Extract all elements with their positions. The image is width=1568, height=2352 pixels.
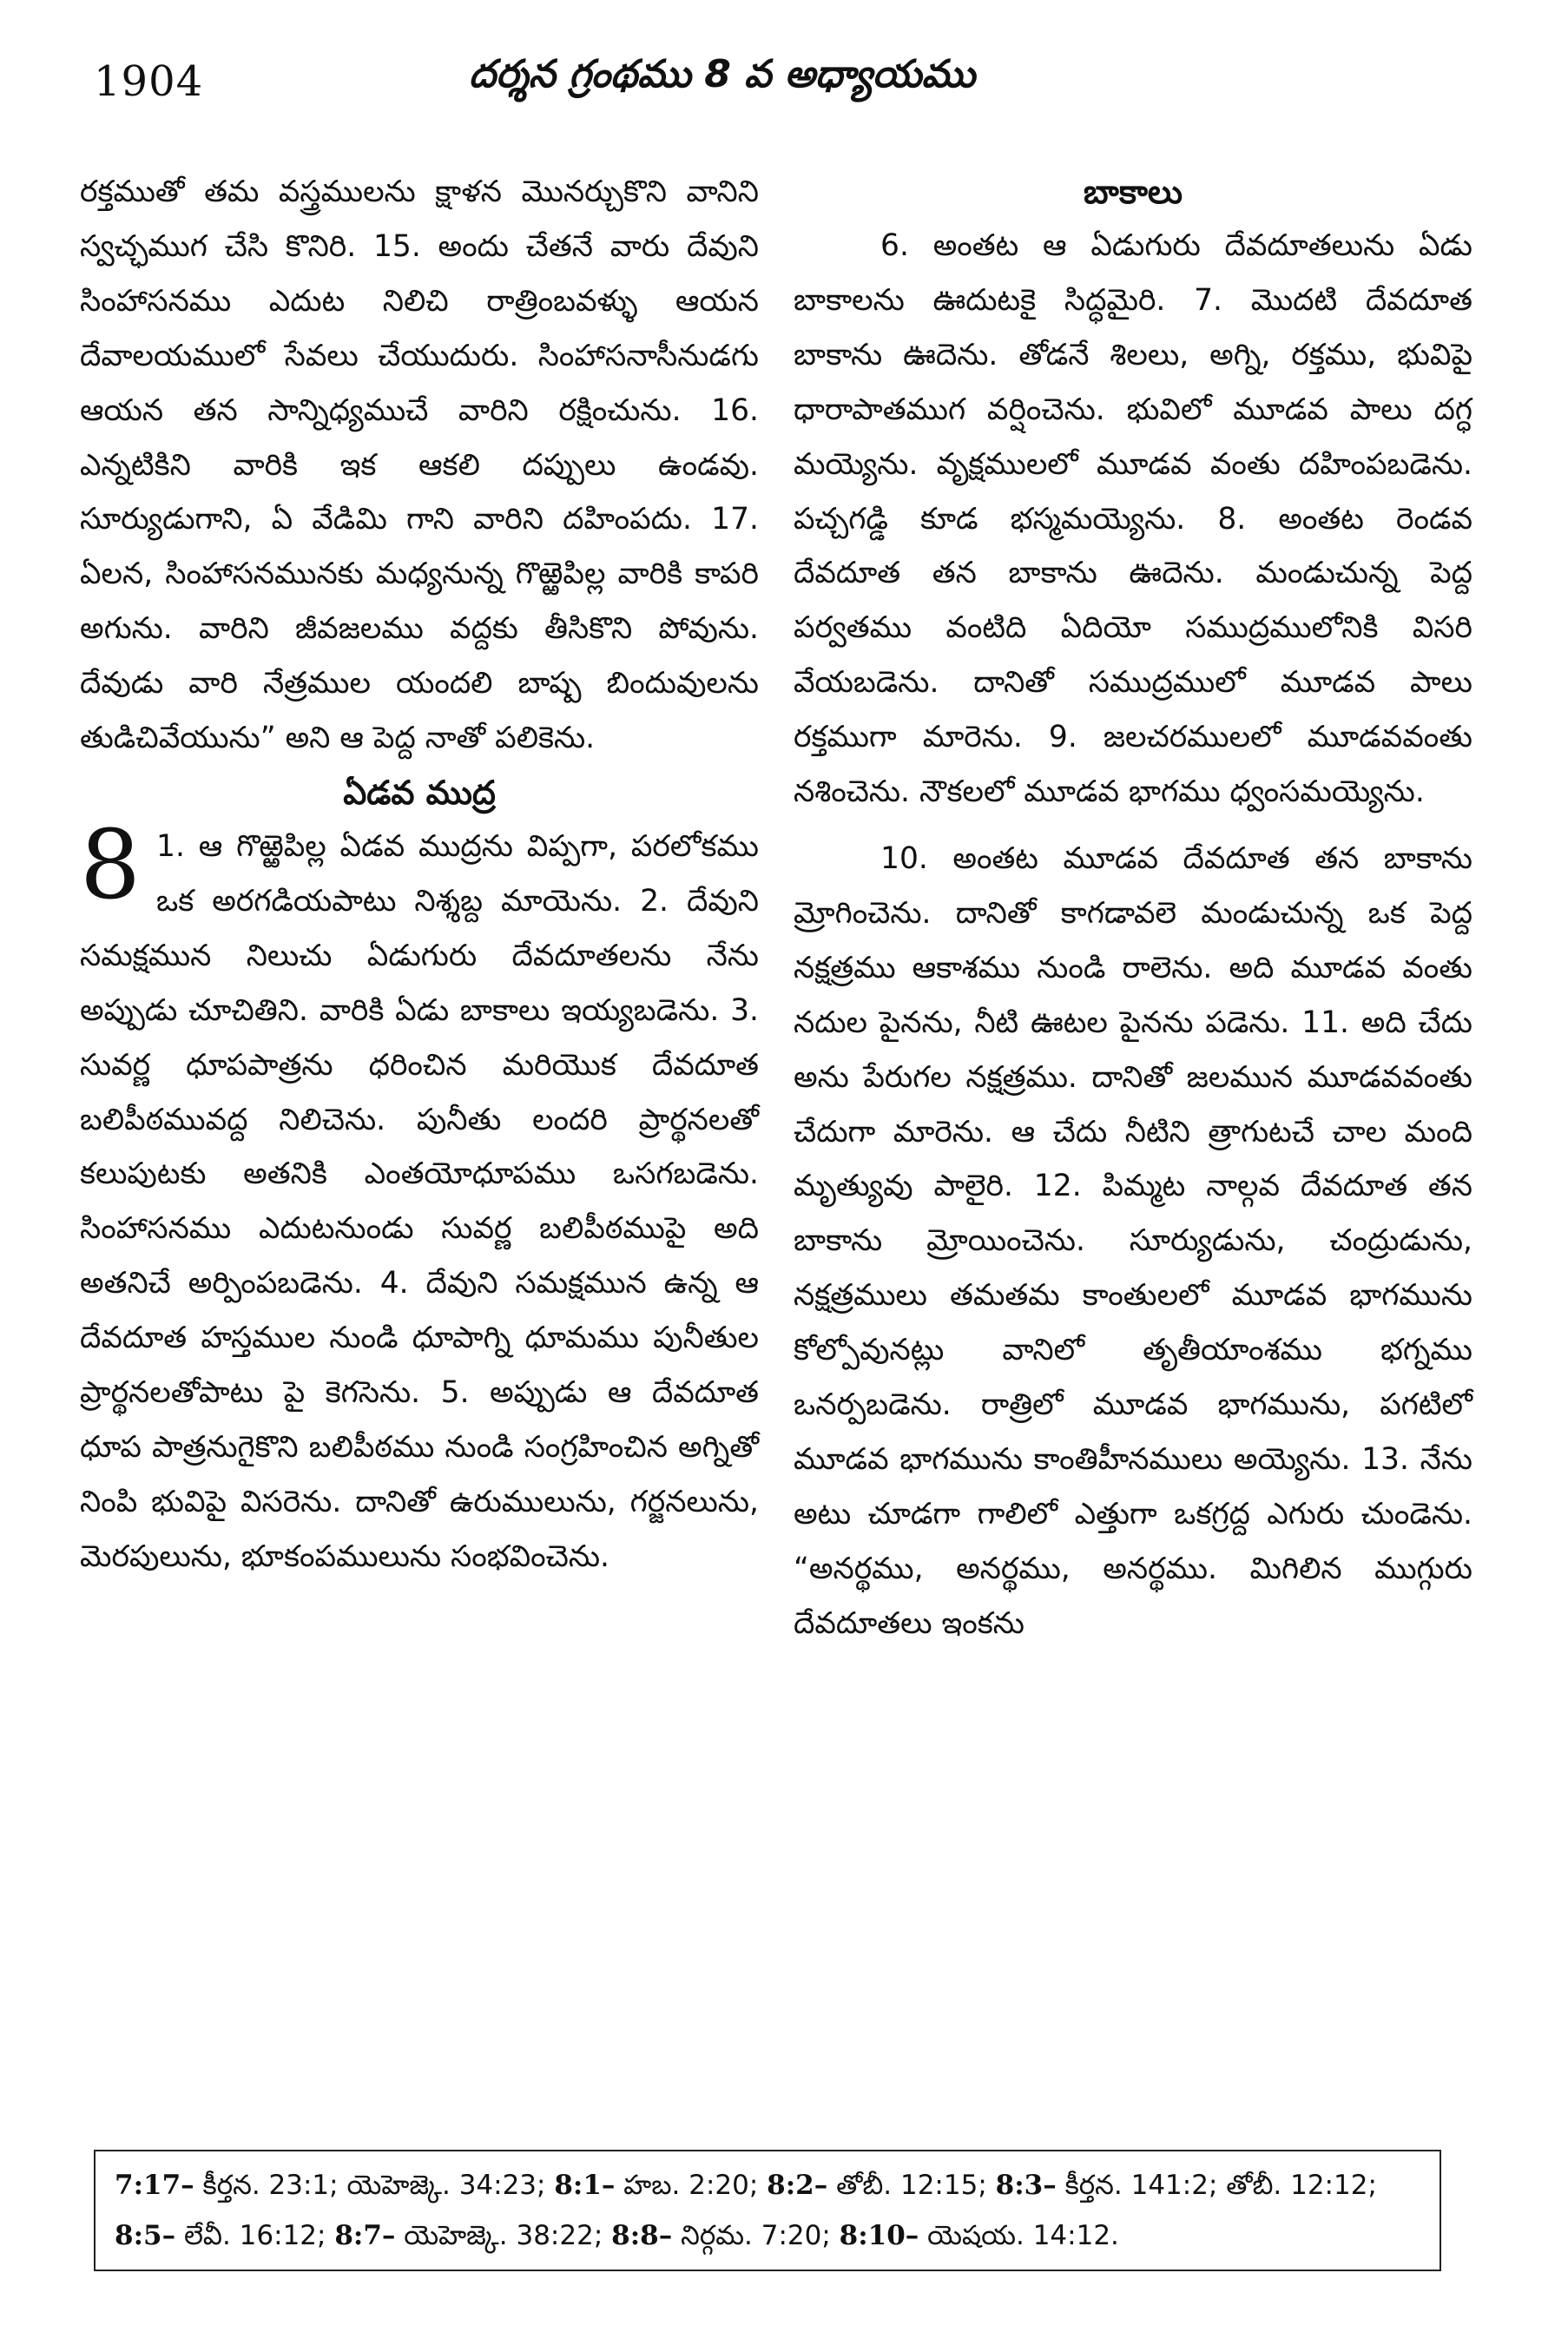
chapter-number: 8 (80, 808, 141, 920)
trumpets-paragraph-1: 6. అంతట ఆ ఏడుగురు దేవదూతలును ఏడు బాకాలను ఊదుటకై సిద్ధమైరి. 7. మొదటి దేవదూత బాకాను ఊదెను. తోడనే శిలలు, అగ్ని, రక్తము, భువిపై ధారాపాతముగ వర్షించెను. భువిలో మూడవ పాలు దగ్ధ మయ్యెను. వృక్షములలో మూడవ వంతు దహింపబడెను. పచ్చగడ్డి కూడ భస్మమయ్యెను. 8. అంతట రెండవ దేవదూత తన బాకాను ఊదెను. మండుచున్న పెద్ద పర్వతము వంటిది ఏదియో సముద్రములోనికి విసరి వేయబడెను. దానితో సముద్రములో మూడవ పాలు రక్తముగా మారెను. 9. జలచరములలో మూడవవంతు నశించెను. నౌకలలో మూడవ భాగము ధ్వంసమయ్యెను. (794, 228, 1472, 810)
footnote-text: యెహెజ్కె. 38:22; (395, 2220, 612, 2251)
footnote-text: కీర్తన. 141:2; తోబీ. 12:12; (1056, 2170, 1377, 2201)
chapter-8-block (80, 808, 759, 1584)
left-column (80, 165, 759, 1584)
footnote-ref: 7:17– (115, 2170, 194, 2201)
footnote-text: కీర్తన. 23:1; యెహెజ్కె. 34:23; (194, 2170, 555, 2201)
trumpets-paragraph-2: 10. అంతట మూడవ దేవదూత తన బాకాను మ్రోగించెను. దానితో కాగడావలె మండుచున్న ఒక పెద్ద నక్షత్రము ఆకాశము నుండి రాలెను. అది మూడవ వంతు నదుల పైనను, నీటి ఊటల పైనను పడెను. 11. అది చేదు అను పేరుగల నక్షత్రము. దానితో జలమున మూడవవంతు చేదుగా మారెను. ఆ చేదు నీటిని త్రాగుటచే చాల మంది మృత్యువు పాలైరి. 12. పిమ్మట నాల్గవ దేవదూత తన బాకాను మ్రోయించెను. సూర్యుడును, చంద్రుడును, నక్షత్రములు తమతమ కాంతులలో మూడవ భాగమును కోల్పోవునట్లు వానిలో తృతీయాంశము భగ్నము ఒనర్పబడెను. రాత్రిలో మూడవ భాగమును, పగటిలో మూడవ భాగమును కాంతిహీనములు అయ్యెను. 13. నేను అటు చూడగా గాలిలో ఎత్తుగా ఒకగ్రద్ద ఎగురు చుండెను. “అనర్థము, అనర్థము, అనర్థము. మిగిలిన ముగ్గురు దేవదూతలు ఇంకను (794, 840, 1472, 1641)
footnote-ref: 8:8– (611, 2220, 673, 2251)
footnote-ref: 8:10– (839, 2220, 919, 2251)
footnote-ref: 8:7– (334, 2220, 396, 2251)
page-number: 1904 (94, 57, 204, 106)
footnote-text: యెషయ. 14:12. (919, 2220, 1119, 2251)
footnote-ref: 8:5– (115, 2220, 176, 2251)
section-heading-seventh-seal: ఏడవ ముద్ర (343, 773, 496, 812)
footnote-text: హబ. 2:20; (615, 2170, 768, 2201)
continued-paragraph: రక్తముతో తమ వస్త్రములను క్షాళన మొనర్చుకొని వానిని స్వచ్ఛముగ చేసి కొనిరి. 15. అందు చేతనే వారు దేవుని సింహాసనము ఎదుట నిలిచి రాత్రింబవళ్ళు ఆయన దేవాలయములో సేవలు చేయుదురు. సింహాసనాసీనుడగు ఆయన తన సాన్నిధ్యముచే వారిని రక్షించును. 16. ఎన్నటికిని వారికి ఇక ఆకలి దప్పులు ఉండవు. సూర్యుడుగాని, ఏ వేడిమి గాని వారిని దహింపదు. 17. ఏలన, సింహాసనమునకు మధ్యనున్న గొఱ్ఱెపిల్ల వారికి కాపరి అగును. వారిని జీవజలము వద్దకు తీసికొని పోవును. దేవుడు వారి నేత్రముల యందలి బాష్ప బిందువులను తుడిచివేయును” అని ఆ పెద్ద నాతో పలికెను. (80, 175, 759, 756)
right-column (794, 165, 1472, 1651)
cross-reference-box (94, 2150, 1441, 2271)
footnote-text: నిర్గమ. 7:20; (672, 2220, 840, 2251)
footnote-ref: 8:3– (995, 2170, 1057, 2201)
section-heading-trumpets: బాకాలు (1083, 173, 1183, 211)
running-head-title: దర్శన గ్రంథము 8 వ అధ్యాయము (469, 52, 976, 96)
chapter-8-paragraph: 1. ఆ గొఱ్ఱెపిల్ల ఏడవ ముద్రను విప్పగా, పరలోకము ఒక అరగడియపాటు నిశ్శబ్ద మాయెను. 2. దేవుని సమక్షమున నిలుచు ఏడుగురు దేవదూతలను నేను అప్పుడు చూచితిని. వారికి ఏడు బాకాలు ఇయ్యబడెను. 3. సువర్ణ ధూపపాత్రను ధరించిన మరియొక దేవదూత బలిపీఠమువద్ద నిలిచెను. పునీతు లందరి ప్రార్థనలతో కలుపుటకు అతనికి ఎంతయోధూపము ఒసగబడెను. సింహాసనము ఎదుటనుండు సువర్ణ బలిపీఠముపై అది అతనిచే అర్పింపబడెను. 4. దేవుని సమక్షమున ఉన్న ఆ దేవదూత హస్తముల నుండి ధూపాగ్ని ధూమము పునీతుల ప్రార్థనలతోపాటు పై కెగసెను. 5. అప్పుడు ఆ దేవదూత ధూప పాత్రనుగైకొని బలిపీఠము నుండి సంగ్రహించిన అగ్నితో నింపి భువిపై విసరెను. దానితో ఉరుములును, గర్జనలును, మెరపులును, భూకంపములును సంభవించెను. (80, 828, 759, 1574)
footnote-text: లేవీ. 16:12; (175, 2220, 335, 2251)
footnote-text: తోబీ. 12:15; (827, 2170, 996, 2201)
footnote-ref: 8:1– (554, 2170, 616, 2201)
footnote-ref: 8:2– (767, 2170, 828, 2201)
